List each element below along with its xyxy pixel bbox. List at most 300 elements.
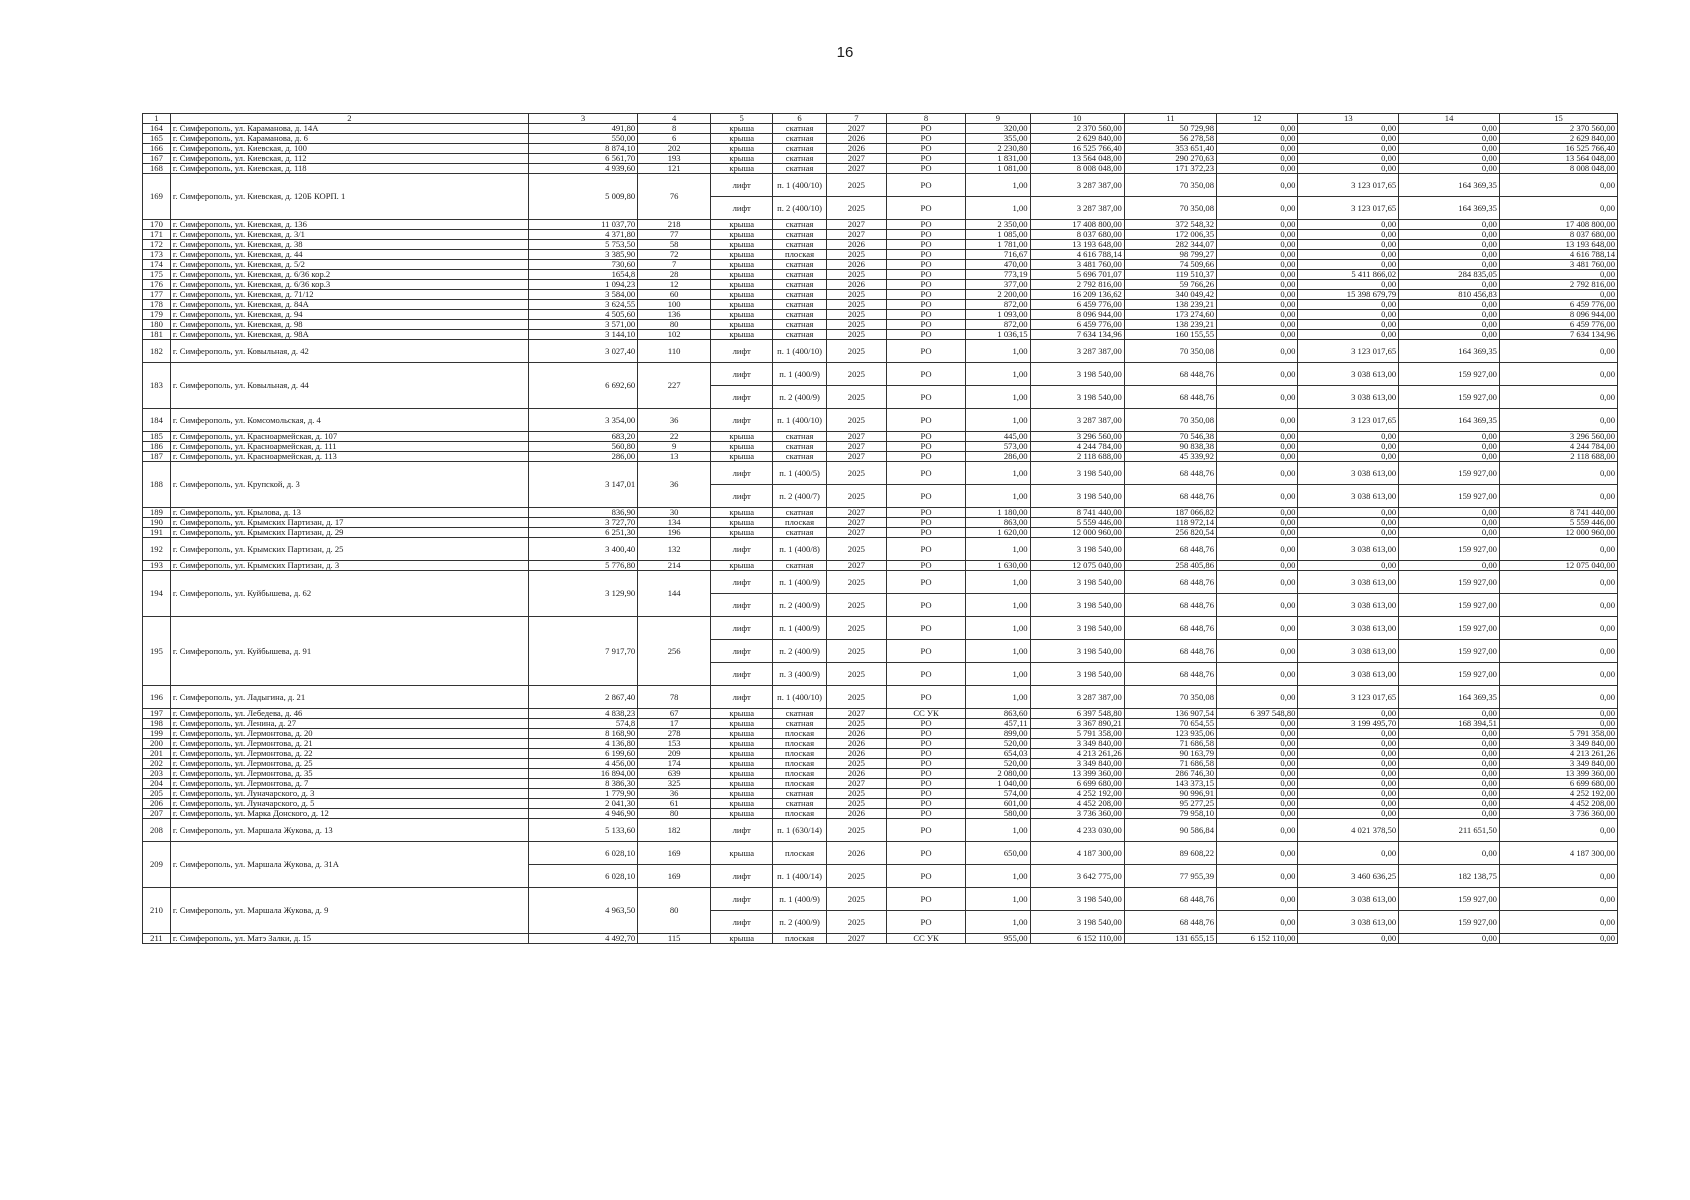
owner-funds-cell: 0,00 <box>1217 911 1298 934</box>
specific-cost-cell: 70 546,38 <box>1124 432 1216 442</box>
element-type-cell: п. 1 (400/9) <box>773 363 827 386</box>
volume-cell: 650,00 <box>966 842 1030 865</box>
residents-cell: 209 <box>638 749 711 759</box>
year-cell: 2026 <box>826 842 886 865</box>
table-row <box>143 571 1618 594</box>
year-cell: 2025 <box>826 363 886 386</box>
table-row <box>143 769 1618 779</box>
method-cell: РО <box>886 174 965 197</box>
budget-cell: 159 927,00 <box>1399 911 1500 934</box>
element-cell: лифт <box>711 363 773 386</box>
volume-cell: 1 081,00 <box>966 164 1030 174</box>
volume-cell: 899,00 <box>966 729 1030 739</box>
element-type-cell: скатная <box>773 330 827 340</box>
element-type-cell: плоская <box>773 779 827 789</box>
element-cell: крыша <box>711 709 773 719</box>
volume-cell: 580,00 <box>966 809 1030 819</box>
regional-operator-cell: 0,00 <box>1499 340 1617 363</box>
row-number-cell: 164 <box>143 124 171 134</box>
year-cell: 2025 <box>826 409 886 432</box>
residents-cell: 196 <box>638 528 711 538</box>
row-number-cell: 183 <box>143 363 171 409</box>
residents-cell: 30 <box>638 508 711 518</box>
method-cell: РО <box>886 538 965 561</box>
specific-cost-cell: 340 049,42 <box>1124 290 1216 300</box>
regional-operator-cell: 0,00 <box>1499 819 1617 842</box>
area-cell: 3 144,10 <box>528 330 637 340</box>
element-type-cell: скатная <box>773 442 827 452</box>
table-row <box>143 290 1618 300</box>
method-cell: РО <box>886 124 965 134</box>
table-row <box>143 432 1618 442</box>
specific-cost-cell: 286 746,30 <box>1124 769 1216 779</box>
specific-cost-cell: 143 373,15 <box>1124 779 1216 789</box>
area-cell: 1 779,90 <box>528 789 637 799</box>
table-row <box>143 164 1618 174</box>
volume-cell: 773,19 <box>966 270 1030 280</box>
fund-cell: 3 038 613,00 <box>1298 617 1399 640</box>
address-cell: г. Симферополь, ул. Лермонтова, д. 21 <box>170 739 528 749</box>
cost-cell: 4 213 261,26 <box>1030 749 1124 759</box>
volume-cell: 470,00 <box>966 260 1030 270</box>
address-cell: г. Симферополь, ул. Киевская, д. 6/36 кор.3 <box>170 280 528 290</box>
volume-cell: 955,00 <box>966 934 1030 944</box>
budget-cell: 0,00 <box>1399 779 1500 789</box>
volume-cell: 574,00 <box>966 789 1030 799</box>
regional-operator-cell: 0,00 <box>1499 363 1617 386</box>
row-number-cell: 185 <box>143 432 171 442</box>
address-cell: г. Симферополь, ул. Ковыльная, д. 42 <box>170 340 528 363</box>
regional-operator-cell: 4 244 784,00 <box>1499 442 1617 452</box>
owner-funds-cell: 0,00 <box>1217 739 1298 749</box>
element-cell: лифт <box>711 819 773 842</box>
cost-cell: 4 452 208,00 <box>1030 799 1124 809</box>
fund-cell: 0,00 <box>1298 320 1399 330</box>
area-cell: 6 251,30 <box>528 528 637 538</box>
cost-cell: 13 193 648,00 <box>1030 240 1124 250</box>
budget-cell: 0,00 <box>1399 124 1500 134</box>
residents-cell: 8 <box>638 124 711 134</box>
cost-cell: 16 525 766,40 <box>1030 144 1124 154</box>
method-cell: РО <box>886 571 965 594</box>
specific-cost-cell: 160 155,55 <box>1124 330 1216 340</box>
specific-cost-cell: 71 686,58 <box>1124 759 1216 769</box>
fund-cell: 3 038 613,00 <box>1298 663 1399 686</box>
cost-cell: 12 000 960,00 <box>1030 528 1124 538</box>
regional-operator-cell: 0,00 <box>1499 663 1617 686</box>
volume-cell: 872,00 <box>966 320 1030 330</box>
cost-cell: 17 408 800,00 <box>1030 220 1124 230</box>
owner-funds-cell: 0,00 <box>1217 561 1298 571</box>
budget-cell: 0,00 <box>1399 260 1500 270</box>
volume-cell: 1,00 <box>966 663 1030 686</box>
element-cell: крыша <box>711 759 773 769</box>
regional-operator-cell: 4 452 208,00 <box>1499 799 1617 809</box>
element-type-cell: скатная <box>773 270 827 280</box>
element-cell: крыша <box>711 561 773 571</box>
address-cell: г. Симферополь, ул. Крупской, д. 3 <box>170 462 528 508</box>
owner-funds-cell: 0,00 <box>1217 280 1298 290</box>
row-number-cell: 202 <box>143 759 171 769</box>
regional-operator-cell: 0,00 <box>1499 709 1617 719</box>
specific-cost-cell: 89 608,22 <box>1124 842 1216 865</box>
year-cell: 2025 <box>826 819 886 842</box>
volume-cell: 654,03 <box>966 749 1030 759</box>
specific-cost-cell: 90 586,84 <box>1124 819 1216 842</box>
specific-cost-cell: 68 448,76 <box>1124 663 1216 686</box>
element-cell: лифт <box>711 571 773 594</box>
fund-cell: 3 123 017,65 <box>1298 409 1399 432</box>
column-number: 15 <box>1499 114 1617 124</box>
residents-cell: 144 <box>638 571 711 617</box>
fund-cell: 0,00 <box>1298 124 1399 134</box>
method-cell: РО <box>886 508 965 518</box>
area-cell: 5 753,50 <box>528 240 637 250</box>
cost-cell: 3 642 775,00 <box>1030 865 1124 888</box>
row-number-cell: 182 <box>143 340 171 363</box>
row-number-cell: 192 <box>143 538 171 561</box>
fund-cell: 3 460 636,25 <box>1298 865 1399 888</box>
element-cell: крыша <box>711 749 773 759</box>
area-cell: 4 963,50 <box>528 888 637 934</box>
area-cell: 8 168,90 <box>528 729 637 739</box>
regional-operator-cell: 13 399 360,00 <box>1499 769 1617 779</box>
element-type-cell: скатная <box>773 154 827 164</box>
table-row <box>143 508 1618 518</box>
owner-funds-cell: 0,00 <box>1217 809 1298 819</box>
budget-cell: 164 369,35 <box>1399 340 1500 363</box>
residents-cell: 102 <box>638 330 711 340</box>
owner-funds-cell: 0,00 <box>1217 363 1298 386</box>
row-number-cell: 193 <box>143 561 171 571</box>
area-cell: 4 946,90 <box>528 809 637 819</box>
address-cell: г. Симферополь, ул. Лермонтова, д. 35 <box>170 769 528 779</box>
specific-cost-cell: 172 006,35 <box>1124 230 1216 240</box>
address-cell: г. Симферополь, ул. Красноармейская, д. 107 <box>170 432 528 442</box>
table-row <box>143 409 1618 432</box>
fund-cell: 3 123 017,65 <box>1298 686 1399 709</box>
specific-cost-cell: 90 163,79 <box>1124 749 1216 759</box>
element-cell: лифт <box>711 197 773 220</box>
year-cell: 2027 <box>826 528 886 538</box>
specific-cost-cell: 59 766,26 <box>1124 280 1216 290</box>
volume-cell: 1,00 <box>966 686 1030 709</box>
area-cell: 3 571,00 <box>528 320 637 330</box>
year-cell: 2025 <box>826 290 886 300</box>
year-cell: 2027 <box>826 230 886 240</box>
year-cell: 2025 <box>826 686 886 709</box>
specific-cost-cell: 90 996,91 <box>1124 789 1216 799</box>
table-row <box>143 809 1618 819</box>
volume-cell: 457,11 <box>966 719 1030 729</box>
fund-cell: 0,00 <box>1298 759 1399 769</box>
budget-cell: 0,00 <box>1399 240 1500 250</box>
element-cell: лифт <box>711 174 773 197</box>
year-cell: 2027 <box>826 779 886 789</box>
row-number-cell: 171 <box>143 230 171 240</box>
table-row <box>143 174 1618 197</box>
row-number-cell: 206 <box>143 799 171 809</box>
owner-funds-cell: 0,00 <box>1217 174 1298 197</box>
residents-cell: 202 <box>638 144 711 154</box>
method-cell: РО <box>886 260 965 270</box>
year-cell: 2027 <box>826 432 886 442</box>
volume-cell: 520,00 <box>966 759 1030 769</box>
specific-cost-cell: 70 350,08 <box>1124 686 1216 709</box>
table-row <box>143 442 1618 452</box>
address-cell: г. Симферополь, ул. Крымских Партизан, д. 29 <box>170 528 528 538</box>
element-cell: крыша <box>711 144 773 154</box>
method-cell: РО <box>886 330 965 340</box>
element-type-cell: плоская <box>773 809 827 819</box>
regional-operator-cell: 17 408 800,00 <box>1499 220 1617 230</box>
specific-cost-cell: 138 239,21 <box>1124 320 1216 330</box>
specific-cost-cell: 70 654,55 <box>1124 719 1216 729</box>
owner-funds-cell: 0,00 <box>1217 300 1298 310</box>
owner-funds-cell: 0,00 <box>1217 164 1298 174</box>
address-cell: г. Симферополь, ул. Киевская, д. 3/1 <box>170 230 528 240</box>
row-number-cell: 209 <box>143 842 171 888</box>
table-row <box>143 320 1618 330</box>
budget-cell: 0,00 <box>1399 320 1500 330</box>
address-cell: г. Симферополь, ул. Лермонтова, д. 22 <box>170 749 528 759</box>
area-cell: 836,90 <box>528 508 637 518</box>
owner-funds-cell: 6 152 110,00 <box>1217 934 1298 944</box>
owner-funds-cell: 0,00 <box>1217 789 1298 799</box>
cost-cell: 6 397 548,80 <box>1030 709 1124 719</box>
table-row <box>143 686 1618 709</box>
budget-cell: 164 369,35 <box>1399 686 1500 709</box>
regional-operator-cell: 0,00 <box>1499 888 1617 911</box>
specific-cost-cell: 118 972,14 <box>1124 518 1216 528</box>
specific-cost-cell: 95 277,25 <box>1124 799 1216 809</box>
table-row <box>143 134 1618 144</box>
owner-funds-cell: 0,00 <box>1217 462 1298 485</box>
table-row <box>143 719 1618 729</box>
address-cell: г. Симферополь, ул. Маршала Жукова, д. 9 <box>170 888 528 934</box>
cost-cell: 8 037 680,00 <box>1030 230 1124 240</box>
method-cell: РО <box>886 799 965 809</box>
element-cell: крыша <box>711 528 773 538</box>
residents-cell: 182 <box>638 819 711 842</box>
method-cell: РО <box>886 888 965 911</box>
year-cell: 2027 <box>826 452 886 462</box>
element-type-cell: скатная <box>773 528 827 538</box>
budget-cell: 0,00 <box>1399 442 1500 452</box>
method-cell: РО <box>886 310 965 320</box>
residents-cell: 325 <box>638 779 711 789</box>
volume-cell: 1 093,00 <box>966 310 1030 320</box>
element-cell: крыша <box>711 842 773 865</box>
address-cell: г. Симферополь, ул. Красноармейская, д. 113 <box>170 452 528 462</box>
owner-funds-cell: 0,00 <box>1217 452 1298 462</box>
area-cell: 1654,8 <box>528 270 637 280</box>
cost-cell: 8 096 944,00 <box>1030 310 1124 320</box>
volume-cell: 2 350,00 <box>966 220 1030 230</box>
element-cell: крыша <box>711 134 773 144</box>
table-row <box>143 340 1618 363</box>
cost-cell: 3 198 540,00 <box>1030 663 1124 686</box>
volume-cell: 1,00 <box>966 340 1030 363</box>
cost-cell: 2 629 840,00 <box>1030 134 1124 144</box>
address-cell: г. Симферополь, ул. Куйбышева, д. 91 <box>170 617 528 686</box>
column-number: 12 <box>1217 114 1298 124</box>
method-cell: РО <box>886 789 965 799</box>
element-type-cell: п. 2 (400/10) <box>773 197 827 220</box>
specific-cost-cell: 70 350,08 <box>1124 409 1216 432</box>
regional-operator-cell: 0,00 <box>1499 686 1617 709</box>
element-type-cell: скатная <box>773 320 827 330</box>
table-row <box>143 270 1618 280</box>
column-number: 13 <box>1298 114 1399 124</box>
element-cell: лифт <box>711 865 773 888</box>
residents-cell: 36 <box>638 789 711 799</box>
volume-cell: 1 180,00 <box>966 508 1030 518</box>
fund-cell: 0,00 <box>1298 240 1399 250</box>
element-cell: крыша <box>711 270 773 280</box>
owner-funds-cell: 0,00 <box>1217 528 1298 538</box>
owner-funds-cell: 0,00 <box>1217 485 1298 508</box>
row-number-cell: 166 <box>143 144 171 154</box>
element-cell: крыша <box>711 310 773 320</box>
cost-cell: 4 244 784,00 <box>1030 442 1124 452</box>
element-type-cell: скатная <box>773 260 827 270</box>
address-cell: г. Симферополь, ул. Куйбышева, д. 62 <box>170 571 528 617</box>
row-number-cell: 210 <box>143 888 171 934</box>
regional-operator-cell: 3 349 840,00 <box>1499 759 1617 769</box>
volume-cell: 1 831,00 <box>966 154 1030 164</box>
volume-cell: 1,00 <box>966 386 1030 409</box>
specific-cost-cell: 68 448,76 <box>1124 888 1216 911</box>
fund-cell: 0,00 <box>1298 452 1399 462</box>
method-cell: РО <box>886 719 965 729</box>
table-row <box>143 759 1618 769</box>
budget-cell: 0,00 <box>1399 330 1500 340</box>
regional-operator-cell: 0,00 <box>1499 197 1617 220</box>
address-cell: г. Симферополь, ул. Киевская, д. 136 <box>170 220 528 230</box>
cost-cell: 13 564 048,00 <box>1030 154 1124 164</box>
residents-cell: 214 <box>638 561 711 571</box>
element-type-cell: п. 2 (400/9) <box>773 594 827 617</box>
method-cell: РО <box>886 280 965 290</box>
owner-funds-cell: 0,00 <box>1217 749 1298 759</box>
fund-cell: 0,00 <box>1298 779 1399 789</box>
cost-cell: 3 198 540,00 <box>1030 594 1124 617</box>
regional-operator-cell: 5 791 358,00 <box>1499 729 1617 739</box>
year-cell: 2025 <box>826 719 886 729</box>
fund-cell: 0,00 <box>1298 842 1399 865</box>
fund-cell: 0,00 <box>1298 164 1399 174</box>
table-row <box>143 842 1618 865</box>
area-cell: 4 838,23 <box>528 709 637 719</box>
element-type-cell: плоская <box>773 759 827 769</box>
regional-operator-cell: 8 096 944,00 <box>1499 310 1617 320</box>
works-register-table <box>142 113 1618 944</box>
area-cell: 730,60 <box>528 260 637 270</box>
method-cell: РО <box>886 363 965 386</box>
residents-cell: 28 <box>638 270 711 280</box>
address-cell: г. Симферополь, ул. Комсомольская, д. 4 <box>170 409 528 432</box>
owner-funds-cell: 0,00 <box>1217 518 1298 528</box>
owner-funds-cell: 0,00 <box>1217 134 1298 144</box>
regional-operator-cell: 6 459 776,00 <box>1499 300 1617 310</box>
area-cell: 683,20 <box>528 432 637 442</box>
fund-cell: 0,00 <box>1298 799 1399 809</box>
method-cell: РО <box>886 230 965 240</box>
address-cell: г. Симферополь, ул. Ладыгина, д. 21 <box>170 686 528 709</box>
row-number-cell: 181 <box>143 330 171 340</box>
address-cell: г. Симферополь, ул. Маршала Жукова, д. 13 <box>170 819 528 842</box>
fund-cell: 3 038 613,00 <box>1298 594 1399 617</box>
regional-operator-cell: 0,00 <box>1499 538 1617 561</box>
table-row <box>143 819 1618 842</box>
fund-cell: 15 398 679,79 <box>1298 290 1399 300</box>
volume-cell: 2 080,00 <box>966 769 1030 779</box>
element-cell: лифт <box>711 686 773 709</box>
cost-cell: 3 367 890,21 <box>1030 719 1124 729</box>
year-cell: 2026 <box>826 260 886 270</box>
regional-operator-cell: 0,00 <box>1499 409 1617 432</box>
specific-cost-cell: 353 651,40 <box>1124 144 1216 154</box>
volume-cell: 1,00 <box>966 640 1030 663</box>
year-cell: 2027 <box>826 124 886 134</box>
budget-cell: 168 394,51 <box>1399 719 1500 729</box>
fund-cell: 0,00 <box>1298 134 1399 144</box>
table-row <box>143 799 1618 809</box>
residents-cell: 134 <box>638 518 711 528</box>
specific-cost-cell: 171 372,23 <box>1124 164 1216 174</box>
volume-cell: 1,00 <box>966 888 1030 911</box>
budget-cell: 0,00 <box>1399 310 1500 320</box>
budget-cell: 164 369,35 <box>1399 197 1500 220</box>
specific-cost-cell: 173 274,60 <box>1124 310 1216 320</box>
budget-cell: 0,00 <box>1399 452 1500 462</box>
cost-cell: 8 008 048,00 <box>1030 164 1124 174</box>
method-cell: РО <box>886 442 965 452</box>
element-type-cell: п. 1 (400/9) <box>773 571 827 594</box>
table-body <box>143 124 1618 944</box>
owner-funds-cell: 0,00 <box>1217 409 1298 432</box>
address-cell: г. Симферополь, ул. Караманова, д. 6 <box>170 134 528 144</box>
owner-funds-cell: 0,00 <box>1217 779 1298 789</box>
regional-operator-cell: 3 296 560,00 <box>1499 432 1617 442</box>
table-row <box>143 220 1618 230</box>
owner-funds-cell: 0,00 <box>1217 320 1298 330</box>
table-row <box>143 888 1618 911</box>
method-cell: РО <box>886 340 965 363</box>
table-row <box>143 789 1618 799</box>
element-type-cell: скатная <box>773 719 827 729</box>
cost-cell: 3 287 387,00 <box>1030 340 1124 363</box>
row-number-cell: 180 <box>143 320 171 330</box>
fund-cell: 0,00 <box>1298 144 1399 154</box>
residents-cell: 115 <box>638 934 711 944</box>
element-type-cell: плоская <box>773 739 827 749</box>
year-cell: 2026 <box>826 240 886 250</box>
owner-funds-cell: 0,00 <box>1217 432 1298 442</box>
specific-cost-cell: 290 270,63 <box>1124 154 1216 164</box>
budget-cell: 159 927,00 <box>1399 485 1500 508</box>
area-cell: 8 386,30 <box>528 779 637 789</box>
specific-cost-cell: 136 907,54 <box>1124 709 1216 719</box>
cost-cell: 6 699 680,00 <box>1030 779 1124 789</box>
row-number-cell: 167 <box>143 154 171 164</box>
fund-cell: 0,00 <box>1298 220 1399 230</box>
element-type-cell: п. 2 (400/7) <box>773 485 827 508</box>
specific-cost-cell: 68 448,76 <box>1124 911 1216 934</box>
year-cell: 2025 <box>826 911 886 934</box>
column-number: 7 <box>826 114 886 124</box>
